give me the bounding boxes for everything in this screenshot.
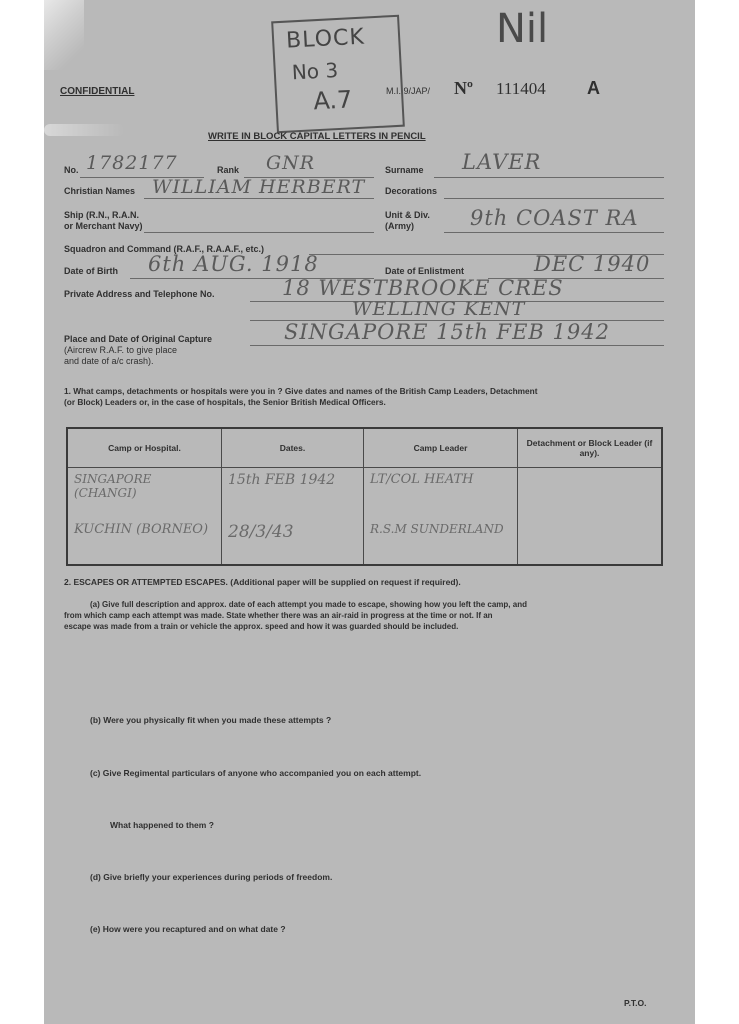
- capture-line: [250, 345, 664, 346]
- nil-annotation: Nil: [496, 6, 549, 52]
- detachment-cell: [518, 468, 663, 519]
- surname-label: Surname: [385, 165, 424, 175]
- stamp-code-text: A.7: [312, 85, 353, 116]
- form-reference: M.I. 9/JAP/: [386, 86, 431, 96]
- dates-cell: 28/3/43: [222, 518, 364, 565]
- question-2d: (d) Give briefly your experiences during periods of freedom.: [90, 872, 333, 882]
- christian-names-value: WILLIAM HERBERT: [152, 176, 366, 198]
- question-2-title: 2. ESCAPES OR ATTEMPTED ESCAPES. (Additional paper will be supplied on request if required).: [64, 577, 461, 587]
- unit-line: [444, 232, 664, 233]
- leader-cell: R.S.M SUNDERLAND: [364, 518, 518, 565]
- rank-label: Rank: [217, 165, 240, 175]
- decorations-label: Decorations: [385, 186, 438, 196]
- address-value-line1: 18 WESTBROOKE CRES: [282, 276, 564, 300]
- confidential-label: CONFIDENTIAL: [60, 86, 135, 97]
- question-2b: (b) Were you physically fit when you made these attempts ?: [90, 715, 332, 725]
- pto-label: P.T.O.: [624, 998, 647, 1008]
- question-2a-text-3: escape was made from a train or vehicle the approx. speed and how it was guarded should be included.: [64, 622, 459, 631]
- question-1-text-2: (or Block) Leaders or, in the case of hospitals, the Senior British Medical Officers.: [64, 397, 386, 407]
- stamp-number-text: No 3: [291, 58, 339, 85]
- serial-prefix: Nº: [454, 78, 473, 98]
- scan-margin-left: [0, 0, 44, 1024]
- ship-label-2: or Merchant Navy): [64, 221, 143, 231]
- question-2c: (c) Give Regimental particulars of anyone who accompanied you on each attempt.: [90, 768, 422, 778]
- squadron-label: Squadron and Command (R.A.F., R.A.A.F., etc.): [64, 244, 265, 254]
- question-2e: (e) How were you recaptured and on what date ?: [90, 924, 286, 934]
- table-row: [67, 518, 662, 565]
- detachment-cell: [518, 518, 663, 565]
- scan-margin-right: [695, 0, 739, 1024]
- enlistment-value: DEC 1940: [534, 252, 651, 276]
- column-camp-leader: Camp Leader: [364, 428, 518, 468]
- paper-fold: [44, 0, 84, 70]
- christian-names-line: [144, 198, 374, 199]
- serial-suffix: A: [587, 78, 600, 98]
- capture-label-3: and date of a/c crash).: [64, 356, 154, 366]
- christian-names-label: Christian Names: [64, 186, 136, 196]
- column-detachment-leader: Detachment or Block Leader (if any).: [518, 428, 663, 468]
- dates-cell: 15th FEB 1942: [222, 468, 364, 519]
- table-row: [67, 468, 662, 519]
- address-value-line2: WELLING KENT: [352, 298, 526, 320]
- capture-value: SINGAPORE 15th FEB 1942: [284, 320, 610, 344]
- stamp-block-text: BLOCK: [285, 24, 366, 54]
- surname-line: [434, 177, 664, 178]
- rank-value: GNR: [266, 152, 316, 174]
- surname-value: LAVER: [462, 150, 542, 174]
- camps-table-header: [67, 428, 662, 468]
- dob-value: 6th AUG. 1918: [148, 252, 319, 276]
- column-dates: Dates.: [222, 428, 364, 468]
- camps-table: [66, 427, 663, 566]
- unit-label-1: Unit & Div.: [385, 210, 430, 220]
- question-2c-followup: What happened to them ?: [110, 820, 214, 830]
- leader-cell: LT/COL HEATH: [364, 468, 518, 519]
- dob-label: Date of Birth: [64, 266, 118, 276]
- question-1-text-1: 1. What camps, detachments or hospitals were you in ? Give dates and names of the British Camp Leaders, Detachment: [64, 386, 538, 396]
- unit-value: 9th COAST RA: [470, 206, 639, 230]
- service-no-label: No.: [64, 165, 79, 175]
- service-no-value: 1782177: [86, 152, 178, 174]
- camp-cell: SINGAPORE (CHANGI): [67, 468, 222, 519]
- camp-cell: KUCHIN (BORNEO): [67, 518, 222, 565]
- instruction-heading: WRITE IN BLOCK CAPITAL LETTERS IN PENCIL: [208, 131, 426, 142]
- unit-label-2: (Army): [385, 221, 415, 231]
- capture-label-2: (Aircrew R.A.F. to give place: [64, 345, 178, 355]
- enlistment-label: Date of Enlistment: [385, 266, 465, 276]
- decorations-line: [444, 198, 664, 199]
- block-stamp: [271, 15, 405, 134]
- question-2a-text-1: (a) Give full description and approx. date of each attempt you made to escape, showing how you left the camp, and: [90, 600, 527, 609]
- ship-line: [144, 232, 374, 233]
- ship-label-1: Ship (R.N., R.A.N.: [64, 210, 139, 220]
- serial-number: 111404: [496, 79, 546, 98]
- address-label: Private Address and Telephone No.: [64, 289, 215, 299]
- form-sheet: [44, 0, 695, 1024]
- capture-label-1: Place and Date of Original Capture: [64, 334, 213, 344]
- question-2a-text-2: from which camp each attempt was made. State whether there was an air-raid in progress at the time or not. If an: [64, 611, 493, 620]
- column-camp-or-hospital: Camp or Hospital.: [67, 428, 222, 468]
- paper-smudge: [44, 124, 124, 136]
